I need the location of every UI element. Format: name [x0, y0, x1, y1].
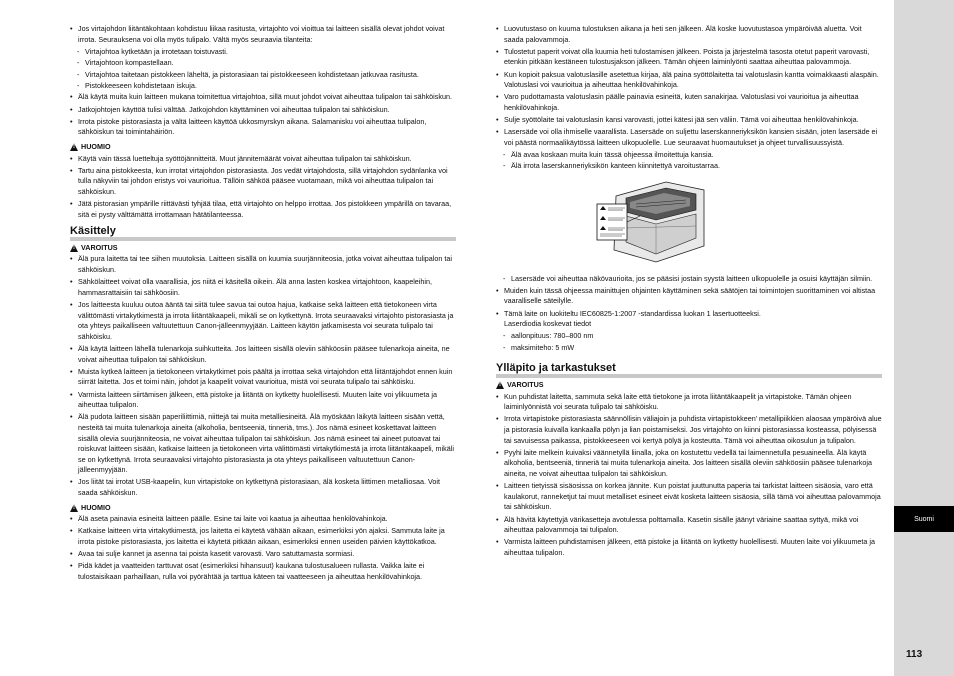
huomio-list	[70, 514, 456, 582]
huomio-heading	[70, 503, 456, 514]
list-item: • Jatkojohtojen käyttöä tulisi välttää. Jatkojohdon käyttäminen voi aiheuttaa tulipalon tai sähköiskun.	[70, 105, 456, 116]
list-item: • Kun kopioit paksua valotuslasille asetettua kirjaa, älä paina syöttölaitetta tai valotuslasin kantta voimakkaasti alaspäin. Valotuslasi voi vaurioitua ja aiheuttaa henkilövahinkoja.	[496, 70, 882, 91]
list-item: • Muista kytkeä laitteen ja tietokoneen virtakytkimet pois päältä ja irrottaa sekä virtajohdon että liitäntäjohdot ennen kuin siirrät laitetta. Jos et toimi näin, johdot ja kaapelit voivat vaurioitua, mistä voi seurata tulipalo tai sähköisku.	[70, 367, 456, 388]
huomio-heading	[70, 142, 456, 153]
varoitus-label: VAROITUS	[81, 242, 118, 252]
list-item: - Virtajohtoa kytketään ja irrotetaan toistuvasti.	[70, 47, 456, 58]
varoitus-list	[70, 254, 456, 498]
warning-triangle-icon: !	[70, 143, 78, 151]
side-margin-bar	[894, 0, 954, 676]
list-item: • Älä pudota laitteen sisään paperiliittimiä, niittejä tai muita metalliesineitä. Älä myöskään läikytä laitteen sisään vettä, nesteitä tai muita tulenarkoja aineita (alkoholia, bentseeniä, tinneriä, tms.). Jos nämä esineet koskettavat laitteen sisällä olevia suurjänniteosia, ne voivat aiheuttaa tulipalon tai sähköiskun. Jos nämä esineet tai aineet putoavat tai roiskuvat laitteen sisään, katkaise laitteen ja tietokoneen virta välittömästi virtakytkimestä ja irrota liitäntäkaapeli, mikäli se on kytkettynä. Irrota seuraavaksi virtajohto pistorasiasta ja ota yhteys paikalliseen valtuutettuun Canon-jälleenmyyjään.	[70, 412, 456, 476]
list-item: • Jos virtajohdon liitäntäkohtaan kohdistuu liikaa rasitusta, virtajohto voi vioittua tai laitteen sisällä olevat johdot voivat irrota. Seurauksena voi olla myös tulipalo. Vältä myös seuraavia tilanteita:	[70, 24, 456, 45]
printer-laser-label-illustration	[596, 176, 708, 266]
list-item: • Jos liität tai irrotat USB-kaapelin, kun virtapistoke on kytkettynä pistorasiaan, älä kosketa liittimen metalliosaa. Voit saada sähköiskun.	[70, 477, 456, 498]
list-item: • Lasersäde voi olla ihmiselle vaarallista. Lasersäde on suljettu laserskanneriyksikön kansien sisään, joten lasersäde ei voi päästä normaalikäytössä laitteen ulkopuolelle. Lue seuraavat huomautukset ja ohjeet turvallisuussyistä.	[496, 127, 882, 148]
language-tab: Suomi	[894, 506, 954, 532]
warning-triangle-icon: !	[70, 244, 78, 252]
warning-triangle-icon: !	[70, 504, 78, 512]
varoitus-heading	[70, 243, 456, 254]
list-item: • Varmista laitteen siirtämisen jälkeen, että pistoke ja liitäntä on kytketty huolellisesti. Muuten laite voi ylikuumeta ja aiheuttaa tulipalon.	[70, 390, 456, 411]
list-item: - Virtajohtoon kompastellaan.	[70, 58, 456, 69]
list-item: - maksimiteho: 5 mW	[496, 343, 882, 354]
section-title: Ylläpito ja tarkastukset	[496, 363, 882, 376]
list-item: • Älä käytä laitteen lähellä tulenarkoja suihkutteita. Jos laitteen sisällä oleviin sähköosiin pääsee tulenarkoja aineita, ne voivat aiheuttaa tulipalon tai sähköiskun.	[70, 344, 456, 365]
after-figure-dash-list	[496, 274, 882, 285]
huomio-label: HUOMIO	[81, 141, 111, 151]
bullets-a	[496, 24, 882, 149]
list-item: • Pyyhi laite melkein kuivaksi väännetyllä liinalla, joka on kostutettu vedellä tai laimennetulla pesuaineella. Älä käytä alkoholia, bentseeniä, tinneriä tai muita tulenarkoja aineita. Jos laitteen sisällä oleviin sähköosiin pääsee tulenarkoja aineita, ne voivat aiheuttaa tulipalon tai sähköiskun.	[496, 448, 882, 480]
list-item: • Tulostetut paperit voivat olla kuumia heti tulostamisen jälkeen. Poista ja järjestelmä tasosta otetut paperit varovasti, etenkin pitkään kestäneen tulostusjakson jälkeen. Tämän ohjeen laiminlyönti saattaa aiheuttaa palovammoja.	[496, 47, 882, 68]
page-number: 113	[906, 649, 923, 660]
varoitus-heading	[496, 380, 882, 391]
list-item: - aallonpituus: 780–800 nm	[496, 331, 882, 342]
laser-dash-list	[496, 150, 882, 172]
list-item: • Irrota pistoke pistorasiasta ja vältä laitteen käyttöä ukkosmyrskyn aikana. Salamanisku voi aiheuttaa tulipalon, sähköiskun tai toimintahäiriön.	[70, 117, 456, 138]
huomio-label: HUOMIO	[81, 502, 111, 512]
list-item: - Älä irrota laserskanneriyksikön kanteen kiinnitettyä varoitustarraa.	[496, 161, 882, 172]
intro-list	[70, 24, 456, 45]
list-item: • Älä aseta painavia esineitä laitteen päälle. Esine tai laite voi kaatua ja aiheuttaa henkilövahinkoja.	[70, 514, 456, 525]
list-item: • Laitteen tietyissä sisäosissa on korkea jännite. Kun poistat juuttunutta paperia tai tarkistat laitteen sisäosia, varo että kaulakorut, ranneketjut tai muut metalliset esineet eivät kosketa laitteen sisäosia, sillä tämä voi aiheuttaa palovammoja tai sähköiskun.	[496, 481, 882, 513]
list-item: - Älä avaa koskaan muita kuin tässä ohjeessa ilmoitettuja kansia.	[496, 150, 882, 161]
intro-dash-list	[70, 47, 456, 92]
list-item: • Sähkölaitteet voivat olla vaarallisia, jos niitä ei käsitellä oikein. Älä anna lasten koskea virtajohtoon, kaapeleihin, hammasrattaisiin tai sähköosiin.	[70, 277, 456, 298]
list-item: - Pistokkeeseen kohdistetaan iskuja.	[70, 81, 456, 92]
list-item: • Käytä vain tässä luetteltuja syöttöjännitteitä. Muut jännitemäärät voivat aiheuttaa tulipalon tai sähköiskun.	[70, 154, 456, 165]
list-item: • Avaa tai sulje kannet ja asenna tai poista kasetit varovasti. Varo satuttamasta sormiasi.	[70, 549, 456, 560]
right-column	[496, 24, 882, 560]
list-item: • Älä hävitä käytettyjä värikasetteja avotulessa polttamalla. Kasetin sisälle jäänyt väriaine saattaa syttyä, mikä voi aiheuttaa palovammoja tai tulipalon.	[496, 515, 882, 536]
list-item: - Lasersäde voi aiheuttaa näkövaurioita, jos se pääsisi jostain syystä laitteen ulkopuolelle ja osuisi käyttäjän silmiin.	[496, 274, 882, 285]
spec-dash-list	[496, 331, 882, 353]
list-item: • Tämä laite on luokiteltu IEC60825-1:2007 -standardissa luokan 1 lasertuotteeksi. Laserdiodia koskevat tiedot	[496, 309, 882, 330]
huomio-list	[70, 154, 456, 221]
varoitus-list	[496, 392, 882, 559]
bullets-a	[70, 92, 456, 138]
list-item: • Muiden kuin tässä ohjeessa mainittujen ohjainten käyttäminen sekä säätöjen tai toimintojen suorittaminen voi altistaa vaaralliselle säteilylle.	[496, 286, 882, 307]
left-column	[70, 24, 456, 584]
bullets-b	[496, 286, 882, 330]
list-item: • Irrota virtapistoke pistorasiasta säännöllisin väliajoin ja puhdista virtapistokkeen’ metallipiikkien alaosaa ympäröivä alue ja pistorasia kuivalla kankaalla pölyn ja lian poistamiseksi. Jos virtajohto on kiinni pistorasiassa kosteassa, pölyisessä tai savuisessa paikassa, pistokkeeseen voi kertyä pölyä ja kosteutta. Tämä voi aiheuttaa oikosulun ja tulipalon.	[496, 414, 882, 446]
list-item: • Kun puhdistat laitetta, sammuta sekä laite että tietokone ja irrota liitäntäkaapelit ja virtapistoke. Tämän ohjeen laiminlyönnistä voi seurata tulipalo tai sähköisku.	[496, 392, 882, 413]
list-item: • Älä pura laitetta tai tee siihen muutoksia. Laitteen sisällä on kuumia suurjänniteosia, jotka voivat aiheuttaa tulipalon tai sähköiskun.	[70, 254, 456, 275]
list-item: • Katkaise laitteen virta virtakytkimestä, jos laitetta ei käytetä vähään aikaan, esimerkiksi yön ajaksi. Sammuta laite ja irrota pistoke pistorasiasta, jos laitetta ei käytetä pitkään aikaan, esimerkiksi ennen useiden päivien käyttökatkoa.	[70, 526, 456, 547]
section-title: Käsittely	[70, 226, 456, 239]
list-item: • Jos laitteesta kuuluu outoa ääntä tai siitä tulee savua tai outoa hajua, katkaise sekä laitteen että tietokoneen virta välittömästi virtakytkimestä ja irrota liitäntäkaapeli, mikäli se on kytkettynä. Irrota seuraavaksi virtajohto pistorasiasta ja ota yhteys paikalliseen valtuutettuun Canon-jälleenmyyjään. Laitteen käytön jatkamisesta voi seurata tulipalo tai sähköisku.	[70, 300, 456, 342]
list-item: • Pidä kädet ja vaatteiden tarttuvat osat (esimerkiksi hihansuut) kaukana tulostusalueen rullasta. Vaikka laite ei tulostaisikaan parhaillaan, rulla voi pyörähtää ja tarttua käteen tai vaatteeseen ja aiheuttaa henkilövahinkoja.	[70, 561, 456, 582]
varoitus-label: VAROITUS	[507, 380, 544, 389]
list-item: • Tartu aina pistokkeesta, kun irrotat virtajohdon pistorasiasta. Jos vedät virtajohdosta, sillä virtajohdon sydänlanka voi tulla näkyviin tai johdon eristys voi vaurioitua. Tällöin sähköä pääsee vuotamaan, mikä voi aiheuttaa tulipalon tai sähköiskun.	[70, 166, 456, 198]
warning-triangle-icon: !	[496, 381, 504, 389]
list-item: • Varo pudottamasta valotuslasin päälle painavia esineitä, kuten sanakirjaa. Valotuslasi voi vaurioitua ja aiheuttaa henkilövahinkoja.	[496, 92, 882, 113]
list-item: - Virtajohtoa taitetaan pistokkeen läheltä, ja pistorasiaan tai pistokkeeseen kohdistetaan jatkuvaa rasitusta.	[70, 70, 456, 81]
list-item: • Luovutustaso on kuuma tulostuksen aikana ja heti sen jälkeen. Älä koske luovutustasoa ympäröivää aluetta. Voit saada palovammoja.	[496, 24, 882, 45]
list-item: • Sulje syöttölaite tai valotuslasin kansi varovasti, jottei kätesi jää sen väliin. Tämä voi aiheuttaa henkilövahinkoja.	[496, 115, 882, 126]
list-item: • Jätä pistorasian ympärille riittävästi tyhjää tilaa, että virtajohto on helppo irrottaa. Jos pistokkeen ympärillä on tavaraa, sitä ei pysty välttämättä irrottamaan hätätilanteessa.	[70, 199, 456, 220]
list-item: • Varmista laitteen puhdistamisen jälkeen, että pistoke ja liitäntä on kytketty huolellisesti. Muuten laite voi ylikuumeta ja aiheuttaa tulipalon.	[496, 537, 882, 558]
list-item: • Älä käytä muita kuin laitteen mukana toimitettua virtajohtoa, sillä muut johdot voivat aiheuttaa tulipalon tai sähköiskun.	[70, 92, 456, 103]
